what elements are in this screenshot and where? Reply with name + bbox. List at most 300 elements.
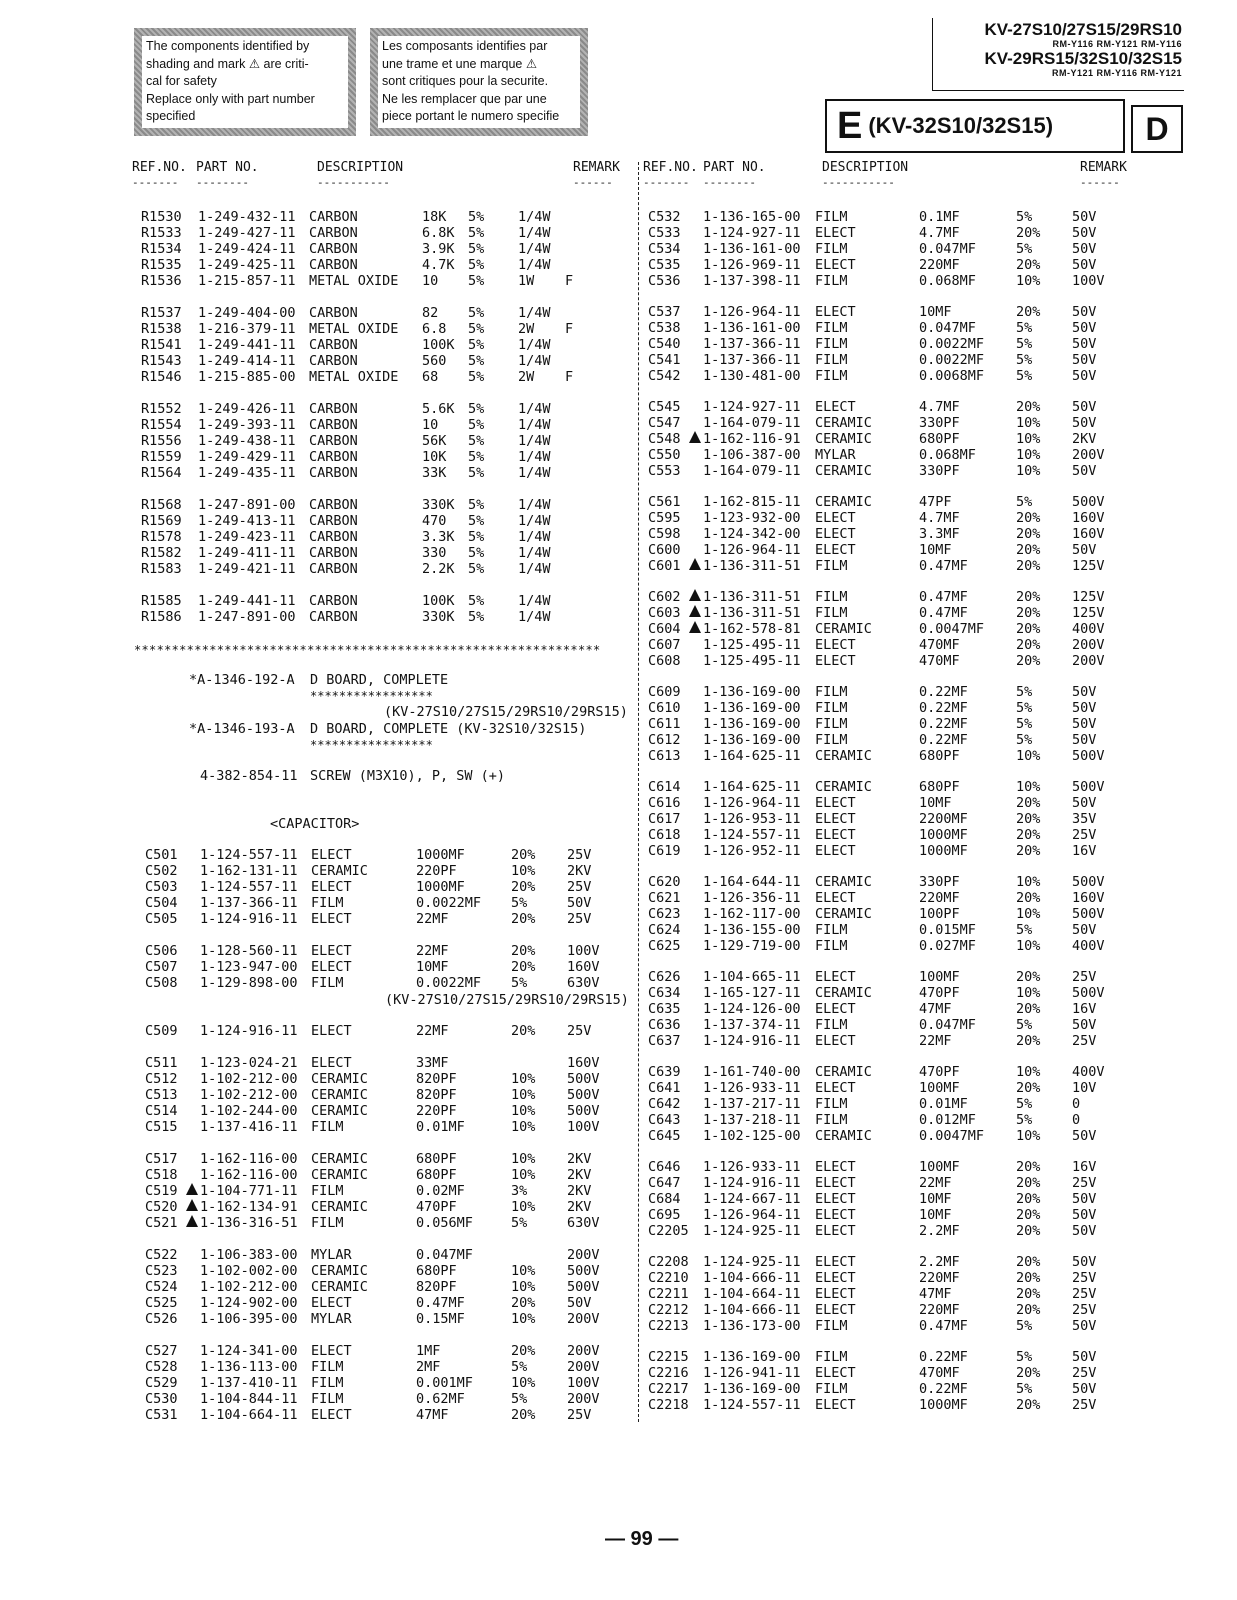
table-row (0, 1302, 1237, 1318)
cell-rating: 1/4W (518, 305, 551, 321)
cell-ref: C540 (648, 336, 681, 352)
cell-value: 820PF (416, 1087, 457, 1103)
notice-line: specified (146, 109, 196, 123)
cell-tol: 5% (468, 401, 485, 417)
cell-value: 0.047MF (919, 241, 976, 257)
cell-part: 1-249-427-11 (198, 225, 296, 241)
cell-value: 22MF (416, 943, 449, 959)
cell-rating: 500V (567, 1263, 600, 1279)
cell-tol: 5% (468, 241, 485, 257)
cell-tol: 20% (1016, 637, 1041, 653)
cell-value: 47PF (919, 494, 952, 510)
cell-desc: FILM (311, 1375, 344, 1391)
cell-desc: CERAMIC (815, 985, 872, 1001)
cell-value: 18K (422, 209, 447, 225)
cell-rating: 25V (1072, 1033, 1097, 1049)
cell-tol: 10% (1016, 748, 1041, 764)
cell-desc: CERAMIC (815, 874, 872, 890)
cell-ref: R1541 (141, 337, 182, 353)
cell-tol: 5% (468, 337, 485, 353)
cell-ref: C2217 (648, 1381, 689, 1397)
cell-rating: 200V (567, 1391, 600, 1407)
cell-part: 1-249-393-11 (198, 417, 296, 433)
cell-ref: C523 (145, 1263, 178, 1279)
cell-rating: 630V (567, 975, 600, 991)
cell-remark: F (565, 369, 574, 385)
cell-part: 1-124-925-11 (703, 1254, 801, 1270)
cell-value: 1000MF (416, 847, 465, 863)
cell-ref: C525 (145, 1295, 178, 1311)
cell-tol: 20% (1016, 795, 1041, 811)
cell-tol: 10% (511, 1071, 536, 1087)
cell-ref: R1552 (141, 401, 182, 417)
table-row (0, 336, 1237, 352)
cell-value: 6.8 (422, 321, 447, 337)
cell-part: 1-124-916-11 (703, 1033, 801, 1049)
cell-desc: CARBON (309, 609, 358, 625)
cell-desc: CERAMIC (815, 1128, 872, 1144)
cell-desc: CARBON (309, 449, 358, 465)
cell-tol: 5% (1016, 1349, 1033, 1365)
cell-tol: 5% (468, 593, 485, 609)
cell-part: 1-247-891-00 (198, 497, 296, 513)
cell-value: 0.068MF (919, 447, 976, 463)
cell-tol: 3% (511, 1183, 528, 1199)
cell-rating: 50V (1072, 716, 1097, 732)
cell-rating: 500V (567, 1279, 600, 1295)
cell-tol: 5% (1016, 684, 1033, 700)
cell-tol: 20% (1016, 510, 1041, 526)
cell-rating: 50V (1072, 684, 1097, 700)
cell-part: 1-126-964-11 (703, 795, 801, 811)
table-row (0, 1223, 1237, 1239)
cell-ref: R1546 (141, 369, 182, 385)
table-row (0, 922, 1237, 938)
cell-rating: 200V (567, 1311, 600, 1327)
cell-value: 100PF (919, 906, 960, 922)
cell-value: 100MF (919, 1159, 960, 1175)
cell-part: 1-129-898-00 (200, 975, 298, 991)
cell-part: 1-126-953-11 (703, 811, 801, 827)
cell-desc: CARBON (309, 417, 358, 433)
cell-ref: C2210 (648, 1270, 689, 1286)
cell-part: 1-136-311-51 (703, 605, 801, 621)
notice-line: The components identified by (146, 39, 310, 53)
cell-ref: R1578 (141, 529, 182, 545)
cell-tol: 20% (511, 1295, 536, 1311)
cell-desc: CARBON (309, 209, 358, 225)
table-row (0, 320, 1237, 336)
cell-tol: 20% (1016, 621, 1041, 637)
cell-rating: 100V (1072, 273, 1105, 289)
cell-desc: MYLAR (311, 1247, 352, 1263)
cell-tol: 20% (511, 847, 536, 863)
cell-desc: CERAMIC (815, 463, 872, 479)
cell-desc: CARBON (309, 337, 358, 353)
cell-part: 1-249-426-11 (198, 401, 296, 417)
notice-line: cal for safety (146, 74, 217, 88)
header-remark-right: REMARK (1080, 160, 1127, 175)
cell-rating: 50V (1072, 542, 1097, 558)
cell-part: 1-136-173-00 (703, 1318, 801, 1334)
cell-rating: 1/4W (518, 497, 551, 513)
cell-value: 0.0047MF (919, 1128, 985, 1144)
cell-rating: 50V (1072, 795, 1097, 811)
cell-tol: 10% (511, 1151, 536, 1167)
cell-tol: 10% (511, 1199, 536, 1215)
cell-part: 1-106-395-00 (200, 1311, 298, 1327)
cell-rating: 0 (1072, 1096, 1081, 1112)
cell-tol: 20% (1016, 304, 1041, 320)
cell-rating: 500V (567, 1087, 600, 1103)
cell-desc: ELECT (311, 1295, 352, 1311)
cell-part: 1-124-916-11 (703, 1175, 801, 1191)
cell-desc: FILM (311, 975, 344, 991)
cell-value: 0.027MF (919, 938, 976, 954)
cell-part: 1-215-857-11 (198, 273, 296, 289)
cell-value: 68 (422, 369, 439, 385)
cell-part: 1-249-441-11 (198, 337, 296, 353)
cell-part: 1-136-161-00 (703, 320, 801, 336)
table-row (0, 415, 1237, 431)
cell-part: 1-126-933-11 (703, 1159, 801, 1175)
cell-value: 3.3K (422, 529, 455, 545)
cell-part: 1-102-002-00 (200, 1263, 298, 1279)
cell-desc: ELECT (815, 1159, 856, 1175)
cell-value: 0.15MF (416, 1311, 465, 1327)
notice-line: Ne les remplacer que par une (382, 91, 547, 106)
cell-value: 470PF (919, 985, 960, 1001)
cell-tol: 20% (511, 959, 536, 975)
table-row (0, 257, 1237, 273)
cell-tol: 10% (1016, 273, 1041, 289)
cell-desc: CERAMIC (311, 863, 368, 879)
cell-ref: C537 (648, 304, 681, 320)
cell-rating: 400V (1072, 1064, 1105, 1080)
cell-desc: FILM (815, 209, 848, 225)
cell-desc: FILM (815, 938, 848, 954)
cell-value: 0.1MF (919, 209, 960, 225)
cell-ref: C603 (648, 605, 681, 621)
cell-value: 1000MF (919, 843, 968, 859)
cell-rating: 1/4W (518, 337, 551, 353)
table-row (0, 225, 1237, 241)
cell-desc: ELECT (815, 526, 856, 542)
cell-desc: CARBON (309, 241, 358, 257)
cell-ref: C550 (648, 447, 681, 463)
cell-ref: C545 (648, 399, 681, 415)
cell-value: 330K (422, 609, 455, 625)
cell-rating: 25V (1072, 1286, 1097, 1302)
cell-ref: R1556 (141, 433, 182, 449)
table-row (0, 1270, 1237, 1286)
cell-part: 1-106-383-00 (200, 1247, 298, 1263)
cell-tol: 10% (1016, 447, 1041, 463)
cell-value: 0.047MF (919, 320, 976, 336)
cell-desc: FILM (815, 1112, 848, 1128)
cell-desc: ELECT (311, 911, 352, 927)
cell-desc: ELECT (311, 1023, 352, 1039)
cell-ref: C511 (145, 1055, 178, 1071)
screw-part: 4-382-854-11 (200, 768, 298, 784)
cell-ref: C2212 (648, 1302, 689, 1318)
cell-value: 0.0047MF (919, 621, 985, 637)
cell-ref: R1583 (141, 561, 182, 577)
table-row (0, 938, 1237, 954)
cell-ref: C535 (648, 257, 681, 273)
cell-value: 330PF (919, 874, 960, 890)
cell-tol: 20% (1016, 589, 1041, 605)
cell-tol: 10% (1016, 1064, 1041, 1080)
cell-tol: 5% (468, 545, 485, 561)
cell-part: 1-164-079-11 (703, 415, 801, 431)
cell-desc: ELECT (815, 969, 856, 985)
board-part-1: *A-1346-192-A (189, 672, 295, 688)
cell-tol: 5% (1016, 922, 1033, 938)
table-row (0, 1381, 1237, 1397)
cell-ref: R1543 (141, 353, 182, 369)
cell-part: 1-249-414-11 (198, 353, 296, 369)
cell-value: 0.47MF (919, 1318, 968, 1334)
cell-tol: 5% (468, 417, 485, 433)
cell-desc: ELECT (311, 847, 352, 863)
cell-tol: 20% (511, 1343, 536, 1359)
cell-rating: 125V (1072, 558, 1105, 574)
cell-desc: CERAMIC (311, 1103, 368, 1119)
cell-value: 100MF (919, 1080, 960, 1096)
dash-ref-right: ------- (643, 176, 690, 189)
cell-ref: C502 (145, 863, 178, 879)
cell-rating: 500V (1072, 494, 1105, 510)
dash-ref-left: ------- (132, 176, 179, 189)
cell-ref: C513 (145, 1087, 178, 1103)
table-row (0, 1318, 1237, 1334)
cell-ref: R1559 (141, 449, 182, 465)
cell-rating: 50V (1072, 1349, 1097, 1365)
cell-rating: 1/4W (518, 417, 551, 433)
table-row (0, 985, 1237, 1001)
cell-rating: 50V (1072, 320, 1097, 336)
capacitor-heading: <CAPACITOR> (270, 816, 360, 832)
cell-ref: C623 (648, 906, 681, 922)
cell-ref: C2216 (648, 1365, 689, 1381)
cell-part: 1-162-116-00 (200, 1151, 298, 1167)
cell-part: 1-162-117-00 (703, 906, 801, 922)
cell-ref: C548 (648, 431, 681, 447)
screw-desc: SCREW (M3X10), P, SW (+) (310, 768, 506, 784)
cell-ref: C521 (145, 1215, 178, 1231)
table-row (0, 1365, 1237, 1381)
cell-part: 1-129-719-00 (703, 938, 801, 954)
cell-part: 1-102-212-00 (200, 1071, 298, 1087)
cell-remark: F (565, 321, 574, 337)
cell-rating: 50V (1072, 700, 1097, 716)
cell-desc: CARBON (309, 497, 358, 513)
table-row (0, 732, 1237, 748)
header-part-left: PART NO. (196, 160, 259, 175)
cell-part: 1-137-366-11 (703, 352, 801, 368)
cell-desc: CERAMIC (311, 1199, 368, 1215)
cell-value: 220MF (919, 1302, 960, 1318)
cell-ref: C524 (145, 1279, 178, 1295)
cell-value: 33K (422, 465, 447, 481)
cell-value: 220PF (416, 863, 457, 879)
cell-tol: 20% (1016, 558, 1041, 574)
cell-rating: 25V (567, 879, 592, 895)
cell-tol: 5% (1016, 1112, 1033, 1128)
cell-tol: 10% (511, 1087, 536, 1103)
cell-ref: C613 (648, 748, 681, 764)
cell-ref: R1530 (141, 209, 182, 225)
cell-ref: C607 (648, 637, 681, 653)
cell-ref: R1538 (141, 321, 182, 337)
table-row (0, 1112, 1237, 1128)
cell-value: 2.2MF (919, 1254, 960, 1270)
cell-rating: 1/4W (518, 545, 551, 561)
cell-tol: 20% (1016, 526, 1041, 542)
table-row (0, 748, 1237, 764)
safety-notice-fr (370, 28, 588, 136)
cell-ref: C2218 (648, 1397, 689, 1413)
notice-line: piece portant le numero specifie (382, 109, 560, 123)
table-row (0, 399, 1237, 415)
cell-ref: C646 (648, 1159, 681, 1175)
cell-tol: 20% (1016, 1397, 1041, 1413)
table-row (0, 1080, 1237, 1096)
safety-warning-icon (689, 605, 701, 617)
cell-part: 1-123-947-00 (200, 959, 298, 975)
model-line-2: KV-29RS15/32S10/32S15 (984, 49, 1182, 68)
cell-desc: CARBON (309, 545, 358, 561)
cell-desc: ELECT (815, 1207, 856, 1223)
cell-ref: C639 (648, 1064, 681, 1080)
cell-ref: R1564 (141, 465, 182, 481)
cell-part: 1-215-885-00 (198, 369, 296, 385)
cell-rating: 50V (1072, 352, 1097, 368)
cell-rating: 25V (1072, 827, 1097, 843)
cell-tol: 5% (468, 497, 485, 513)
cell-value: 0.22MF (919, 700, 968, 716)
cell-tol: 20% (1016, 257, 1041, 273)
cell-rating: 35V (1072, 811, 1097, 827)
cell-value: 2200MF (919, 811, 968, 827)
cell-remark: F (565, 273, 574, 289)
cell-desc: ELECT (815, 1397, 856, 1413)
cell-desc: FILM (815, 320, 848, 336)
cell-desc: FILM (815, 1349, 848, 1365)
dash-desc-left: ----------- (317, 176, 390, 189)
cell-desc: CERAMIC (815, 1064, 872, 1080)
cell-desc: ELECT (815, 1001, 856, 1017)
cell-rating: 50V (1072, 368, 1097, 384)
cell-ref: C504 (145, 895, 178, 911)
cell-part: 1-136-169-00 (703, 700, 801, 716)
cell-value: 0.01MF (919, 1096, 968, 1112)
cell-tol: 10% (1016, 938, 1041, 954)
cell-tol: 20% (1016, 1175, 1041, 1191)
cell-tol: 5% (1016, 1318, 1033, 1334)
cell-ref: C533 (648, 225, 681, 241)
cell-rating: 2KV (567, 863, 592, 879)
cell-ref: C684 (648, 1191, 681, 1207)
cell-rating: 25V (567, 1407, 592, 1423)
cell-tol: 5% (468, 433, 485, 449)
cell-rating: 25V (1072, 1397, 1097, 1413)
cell-rating: 1/4W (518, 593, 551, 609)
cell-part: 1-137-416-11 (200, 1119, 298, 1135)
cell-rating: 630V (567, 1215, 600, 1231)
table-row (0, 1033, 1237, 1049)
cell-part: 1-216-379-11 (198, 321, 296, 337)
cell-part: 1-124-341-00 (200, 1343, 298, 1359)
cell-part: 1-124-557-11 (200, 879, 298, 895)
cell-value: 22MF (919, 1033, 952, 1049)
cell-desc: FILM (815, 716, 848, 732)
cell-desc: METAL OXIDE (309, 273, 399, 289)
cell-rating: 50V (567, 1295, 592, 1311)
cell-part: 1-126-941-11 (703, 1365, 801, 1381)
cell-part: 1-125-495-11 (703, 653, 801, 669)
cell-ref: C514 (145, 1103, 178, 1119)
cell-part: 1-136-316-51 (200, 1215, 298, 1231)
table-row (0, 1207, 1237, 1223)
cell-tol: 20% (1016, 1302, 1041, 1318)
cell-tol: 20% (1016, 225, 1041, 241)
cell-part: 1-249-411-11 (198, 545, 296, 561)
cell-value: 0.0068MF (919, 368, 985, 384)
cell-part: 1-124-342-00 (703, 526, 801, 542)
cell-desc: ELECT (815, 653, 856, 669)
table-row (0, 558, 1237, 574)
table-row (0, 209, 1237, 225)
board-stars-1: ***************** (310, 689, 433, 703)
cell-desc: ELECT (311, 1407, 352, 1423)
cell-tol: 5% (1016, 1381, 1033, 1397)
cell-value: 0.047MF (416, 1247, 473, 1263)
table-row (0, 352, 1237, 368)
cell-value: 22MF (416, 911, 449, 927)
cell-tol: 20% (1016, 811, 1041, 827)
cell-tol: 10% (511, 863, 536, 879)
cell-rating: 500V (1072, 874, 1105, 890)
cell-desc: FILM (815, 273, 848, 289)
cell-ref: C601 (648, 558, 681, 574)
page-number: — 99 — (605, 1528, 679, 1550)
cell-rating: 50V (1072, 336, 1097, 352)
cell-ref: R1533 (141, 225, 182, 241)
cell-part: 1-102-125-00 (703, 1128, 801, 1144)
board-stars-2: ***************** (310, 738, 433, 752)
cell-ref: C614 (648, 779, 681, 795)
cell-part: 1-124-916-11 (200, 1023, 298, 1039)
cell-rating: 25V (567, 847, 592, 863)
cell-ref: C531 (145, 1407, 178, 1423)
cell-rating: 25V (1072, 969, 1097, 985)
cell-desc: ELECT (815, 1254, 856, 1270)
cell-tol: 10% (1016, 463, 1041, 479)
cell-ref: C530 (145, 1391, 178, 1407)
cell-value: 680PF (416, 1167, 457, 1183)
cell-ref: C526 (145, 1311, 178, 1327)
cell-ref: C621 (648, 890, 681, 906)
table-row (0, 1286, 1237, 1302)
cell-value: 56K (422, 433, 447, 449)
cell-rating: 16V (1072, 1001, 1097, 1017)
dash-desc-right: ----------- (822, 176, 895, 189)
cell-value: 10 (422, 273, 439, 289)
cell-desc: ELECT (815, 827, 856, 843)
cell-part: 1-136-155-00 (703, 922, 801, 938)
